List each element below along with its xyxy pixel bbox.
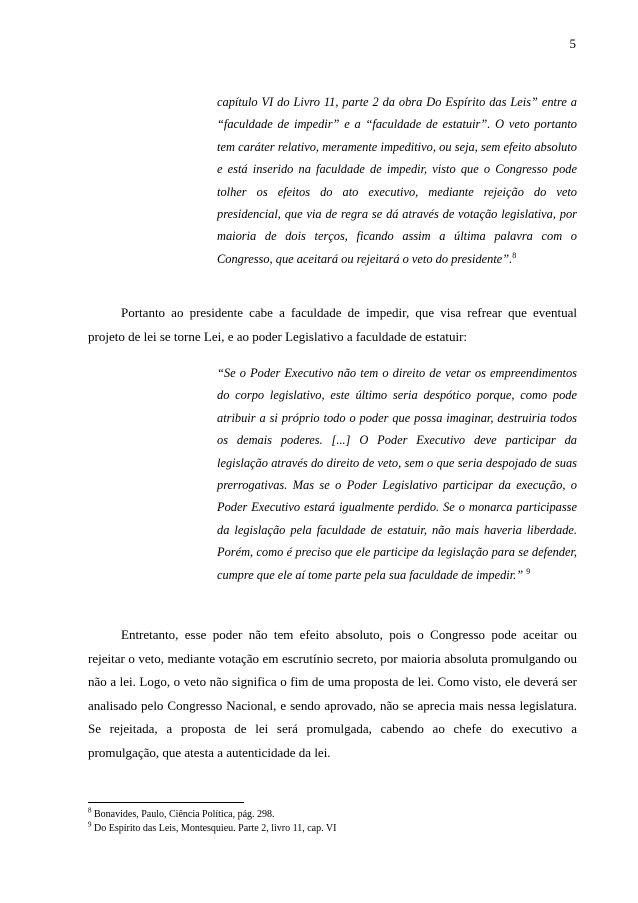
footnote-text: Bonavides, Paulo, Ciência Política, pág. 298. [94, 809, 275, 820]
block-quote-1-text: capítulo VI do Livro 11, parte 2 da obra Do Espírito das Leis” entre a “faculdade de impedir” e a “faculdade de estatuir”. O veto portanto tem caráter relativo, meramente impeditivo, ou seja, sem efeito absoluto e está inserido na faculdade de impedir, visto que o Congresso pode tolher os efeitos do ato executivo, mediante rejeição do veto presidencial, que via de regra se dá através de votação legislativa, por maioria de dois terços, ficando assim a última palavra com o Congresso, que aceitará ou rejeitará o veto do presidente”. [217, 95, 577, 266]
footnote-ref-8[interactable]: 8 [512, 250, 517, 260]
block-quote-1 [217, 91, 577, 270]
footnote-text: Do Espírito das Leis, Montesquieu. Parte 2, livro 11, cap. VI [94, 823, 337, 834]
footnote-number: 9 [88, 820, 92, 829]
block-quote-2-text: “Se o Poder Executivo não tem o direito de vetar os empreendimentos do corpo legislativo, este último seria despótico porque, como pode atribuir a si próprio todo o poder que possa imaginar, destruiria todos os demais poderes. [...] O Poder Executivo deve participar da legislação através do direito de veto, sem o que seria despojado de suas prerrogativas. Mas se o Poder Legislativo participar da execução, o Poder Executivo estará igualmente perdido. Se o monarca participasse da legislação pela faculdade de estatuir, não mais haveria liberdade. Porém, como é preciso que ele participe da legislação para se defender, cumpre que ele aí tome parte pela sua faculdade de impedir.” [217, 366, 577, 582]
footnote-8 [88, 808, 577, 822]
body-paragraph-2: Entretanto, esse poder não tem efeito absoluto, pois o Congresso pode aceitar ou rejeitar o veto, mediante votação em escrutínio secreto, por maioria absoluta promulgando ou não a lei. Logo, o veto não significa o fim de uma proposta de lei. Como visto, ele deverá ser analisado pelo Congresso Nacional, e sendo aprovado, não se aprecia mais nessa legislatura. Se rejeitada, a proposta de lei será promulgada, cabendo ao chefe do executivo a promulgação, que atesta a autenticidade da lei. [88, 627, 577, 760]
footnote-ref-9[interactable]: 9 [526, 566, 531, 576]
page-number: 5 [569, 36, 576, 51]
footnote-number: 8 [88, 806, 92, 815]
body-paragraph-1: Portanto ao presidente cabe a faculdade de impedir, que visa refrear que eventual projeto de lei se torne Lei, e ao poder Legislativo a faculdade de estatuir: [88, 305, 577, 344]
footnote-separator [88, 802, 244, 803]
footnote-9 [88, 822, 577, 836]
footnotes [88, 808, 577, 836]
block-quote-2 [217, 362, 577, 586]
